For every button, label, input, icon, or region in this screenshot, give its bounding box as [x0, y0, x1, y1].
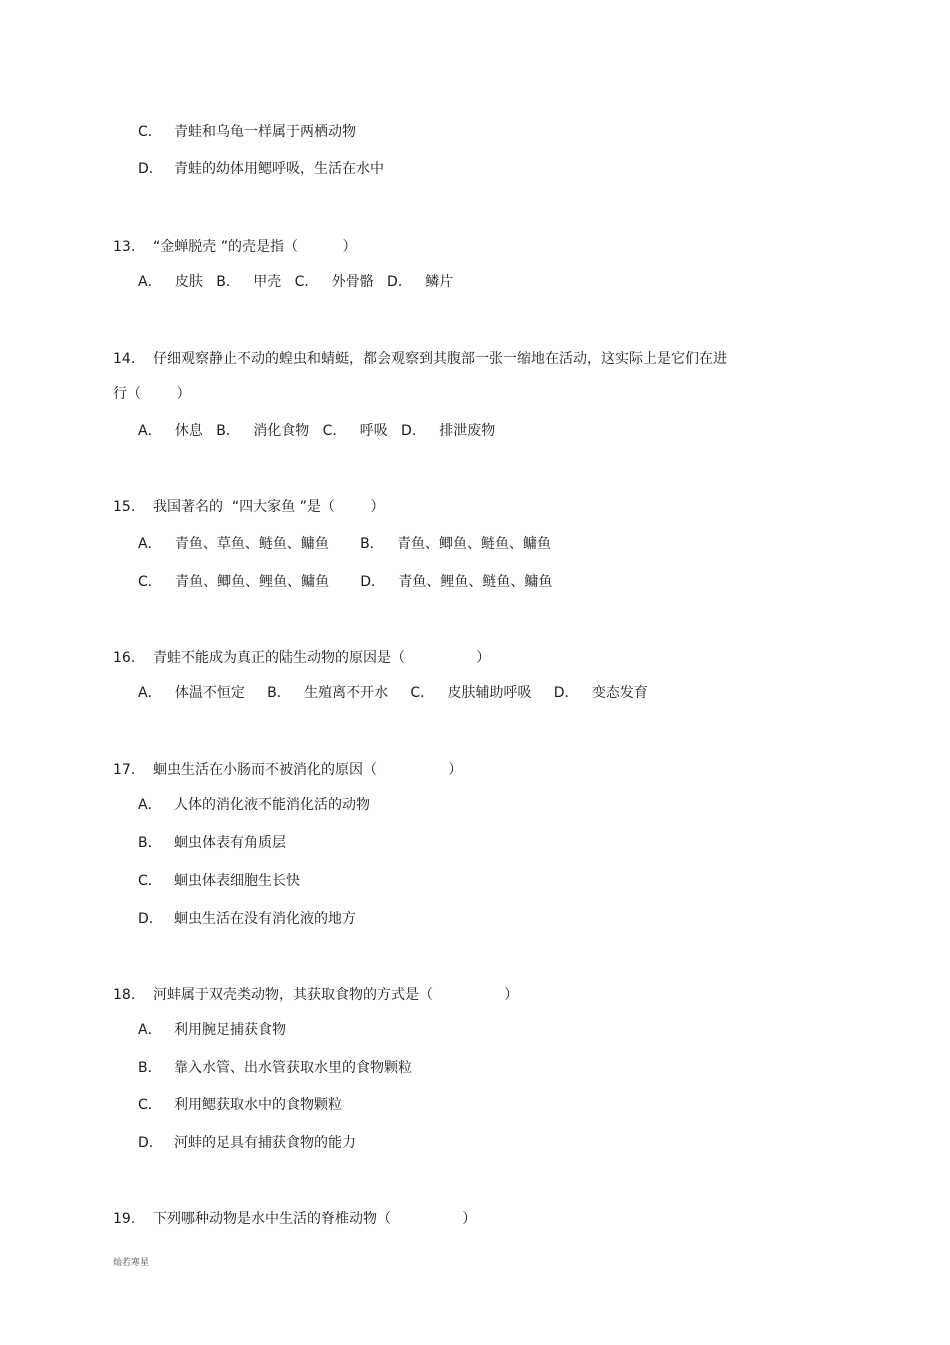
- option-label: B．: [138, 1060, 162, 1076]
- option-text: 蛔虫体表细胞生长快: [174, 873, 300, 889]
- option-label: D．: [138, 1135, 163, 1151]
- q16-stem: [113, 649, 490, 667]
- q14-stem: [113, 350, 727, 368]
- option-label: A．: [138, 1022, 162, 1038]
- question-text: 我国著名的 “四大家鱼 ”是（ ）: [153, 499, 385, 515]
- option-label: C．: [138, 1097, 162, 1113]
- question-text: 仔细观察静止不动的蝗虫和蜻蜓，都会观察到其腹部一张一缩地在活动，这实际上是它们在进: [153, 351, 727, 367]
- question-number: 17.: [113, 762, 136, 778]
- question-number: 14.: [113, 351, 136, 367]
- option-text: 青蛙和乌龟一样属于两栖动物: [174, 124, 356, 140]
- q18-option-d: [138, 1134, 356, 1152]
- q13-stem: [113, 238, 356, 256]
- q17-option-d: [138, 910, 356, 928]
- q12-option-c: [138, 123, 356, 141]
- option-label: D．: [138, 161, 163, 177]
- question-number: 15.: [113, 499, 136, 515]
- q13-options: A． 皮肤 B． 甲壳 C． 外骨骼 D． 鳞片: [138, 274, 454, 290]
- q12-option-d: [138, 160, 384, 178]
- option-text: 利用腕足捕获食物: [174, 1022, 286, 1038]
- q14-options: A． 休息 B． 消化食物 C． 呼吸 D． 排泄废物: [138, 423, 496, 439]
- q18-option-b: [138, 1059, 412, 1077]
- option-text: 靠入水管、出水管获取水里的食物颗粒: [174, 1060, 412, 1076]
- option-text: 蛔虫生活在没有消化液的地方: [174, 911, 356, 927]
- option-label: B．: [138, 835, 162, 851]
- question-number: 18.: [113, 987, 136, 1003]
- option-label: D．: [138, 911, 163, 927]
- question-number: 19.: [113, 1211, 136, 1227]
- q18-stem: [113, 986, 518, 1004]
- question-number: 13.: [113, 239, 136, 255]
- question-text: 下列哪种动物是水中生活的脊椎动物（ ）: [153, 1211, 477, 1227]
- page-footer: 灿若寒星: [113, 1258, 150, 1268]
- q15-options-ab: A． 青鱼、草鱼、鲢鱼、鳙鱼 B． 青鱼、鲫鱼、鲢鱼、鳙鱼: [138, 536, 552, 552]
- q18-option-a: [138, 1021, 286, 1039]
- q17-stem: [113, 761, 462, 779]
- option-label: C．: [138, 873, 162, 889]
- question-text: “金蝉脱壳 ”的壳是指（ ）: [153, 239, 357, 255]
- q17-option-a: [138, 796, 370, 814]
- q14-stem-continued: 行（ ）: [113, 386, 191, 402]
- q17-option-c: [138, 872, 300, 890]
- question-number: 16.: [113, 650, 136, 666]
- question-text: 青蛙不能成为真正的陆生动物的原因是（ ）: [153, 650, 491, 666]
- option-text: 河蚌的足具有捕获食物的能力: [174, 1135, 356, 1151]
- option-label: C．: [138, 124, 162, 140]
- option-text: 利用鳃获取水中的食物颗粒: [174, 1097, 342, 1113]
- q15-stem: [113, 498, 384, 516]
- option-text: 蛔虫体表有角质层: [174, 835, 286, 851]
- q15-options-cd: C． 青鱼、鲫鱼、鲤鱼、鳙鱼 D． 青鱼、鲤鱼、鲢鱼、鳙鱼: [138, 574, 553, 590]
- q18-option-c: [138, 1096, 342, 1114]
- option-text: 青蛙的幼体用鳃呼吸，生活在水中: [174, 161, 384, 177]
- option-label: A．: [138, 797, 162, 813]
- question-text: 蛔虫生活在小肠而不被消化的原因（ ）: [153, 762, 463, 778]
- option-text: 人体的消化液不能消化活的动物: [174, 797, 370, 813]
- q16-options: A． 体温不恒定 B． 生殖离不开水 C． 皮肤辅助呼吸 D． 变态发育: [138, 685, 648, 701]
- question-text: 河蚌属于双壳类动物，其获取食物的方式是（ ）: [153, 987, 519, 1003]
- q19-stem: [113, 1210, 476, 1228]
- q17-option-b: [138, 834, 286, 852]
